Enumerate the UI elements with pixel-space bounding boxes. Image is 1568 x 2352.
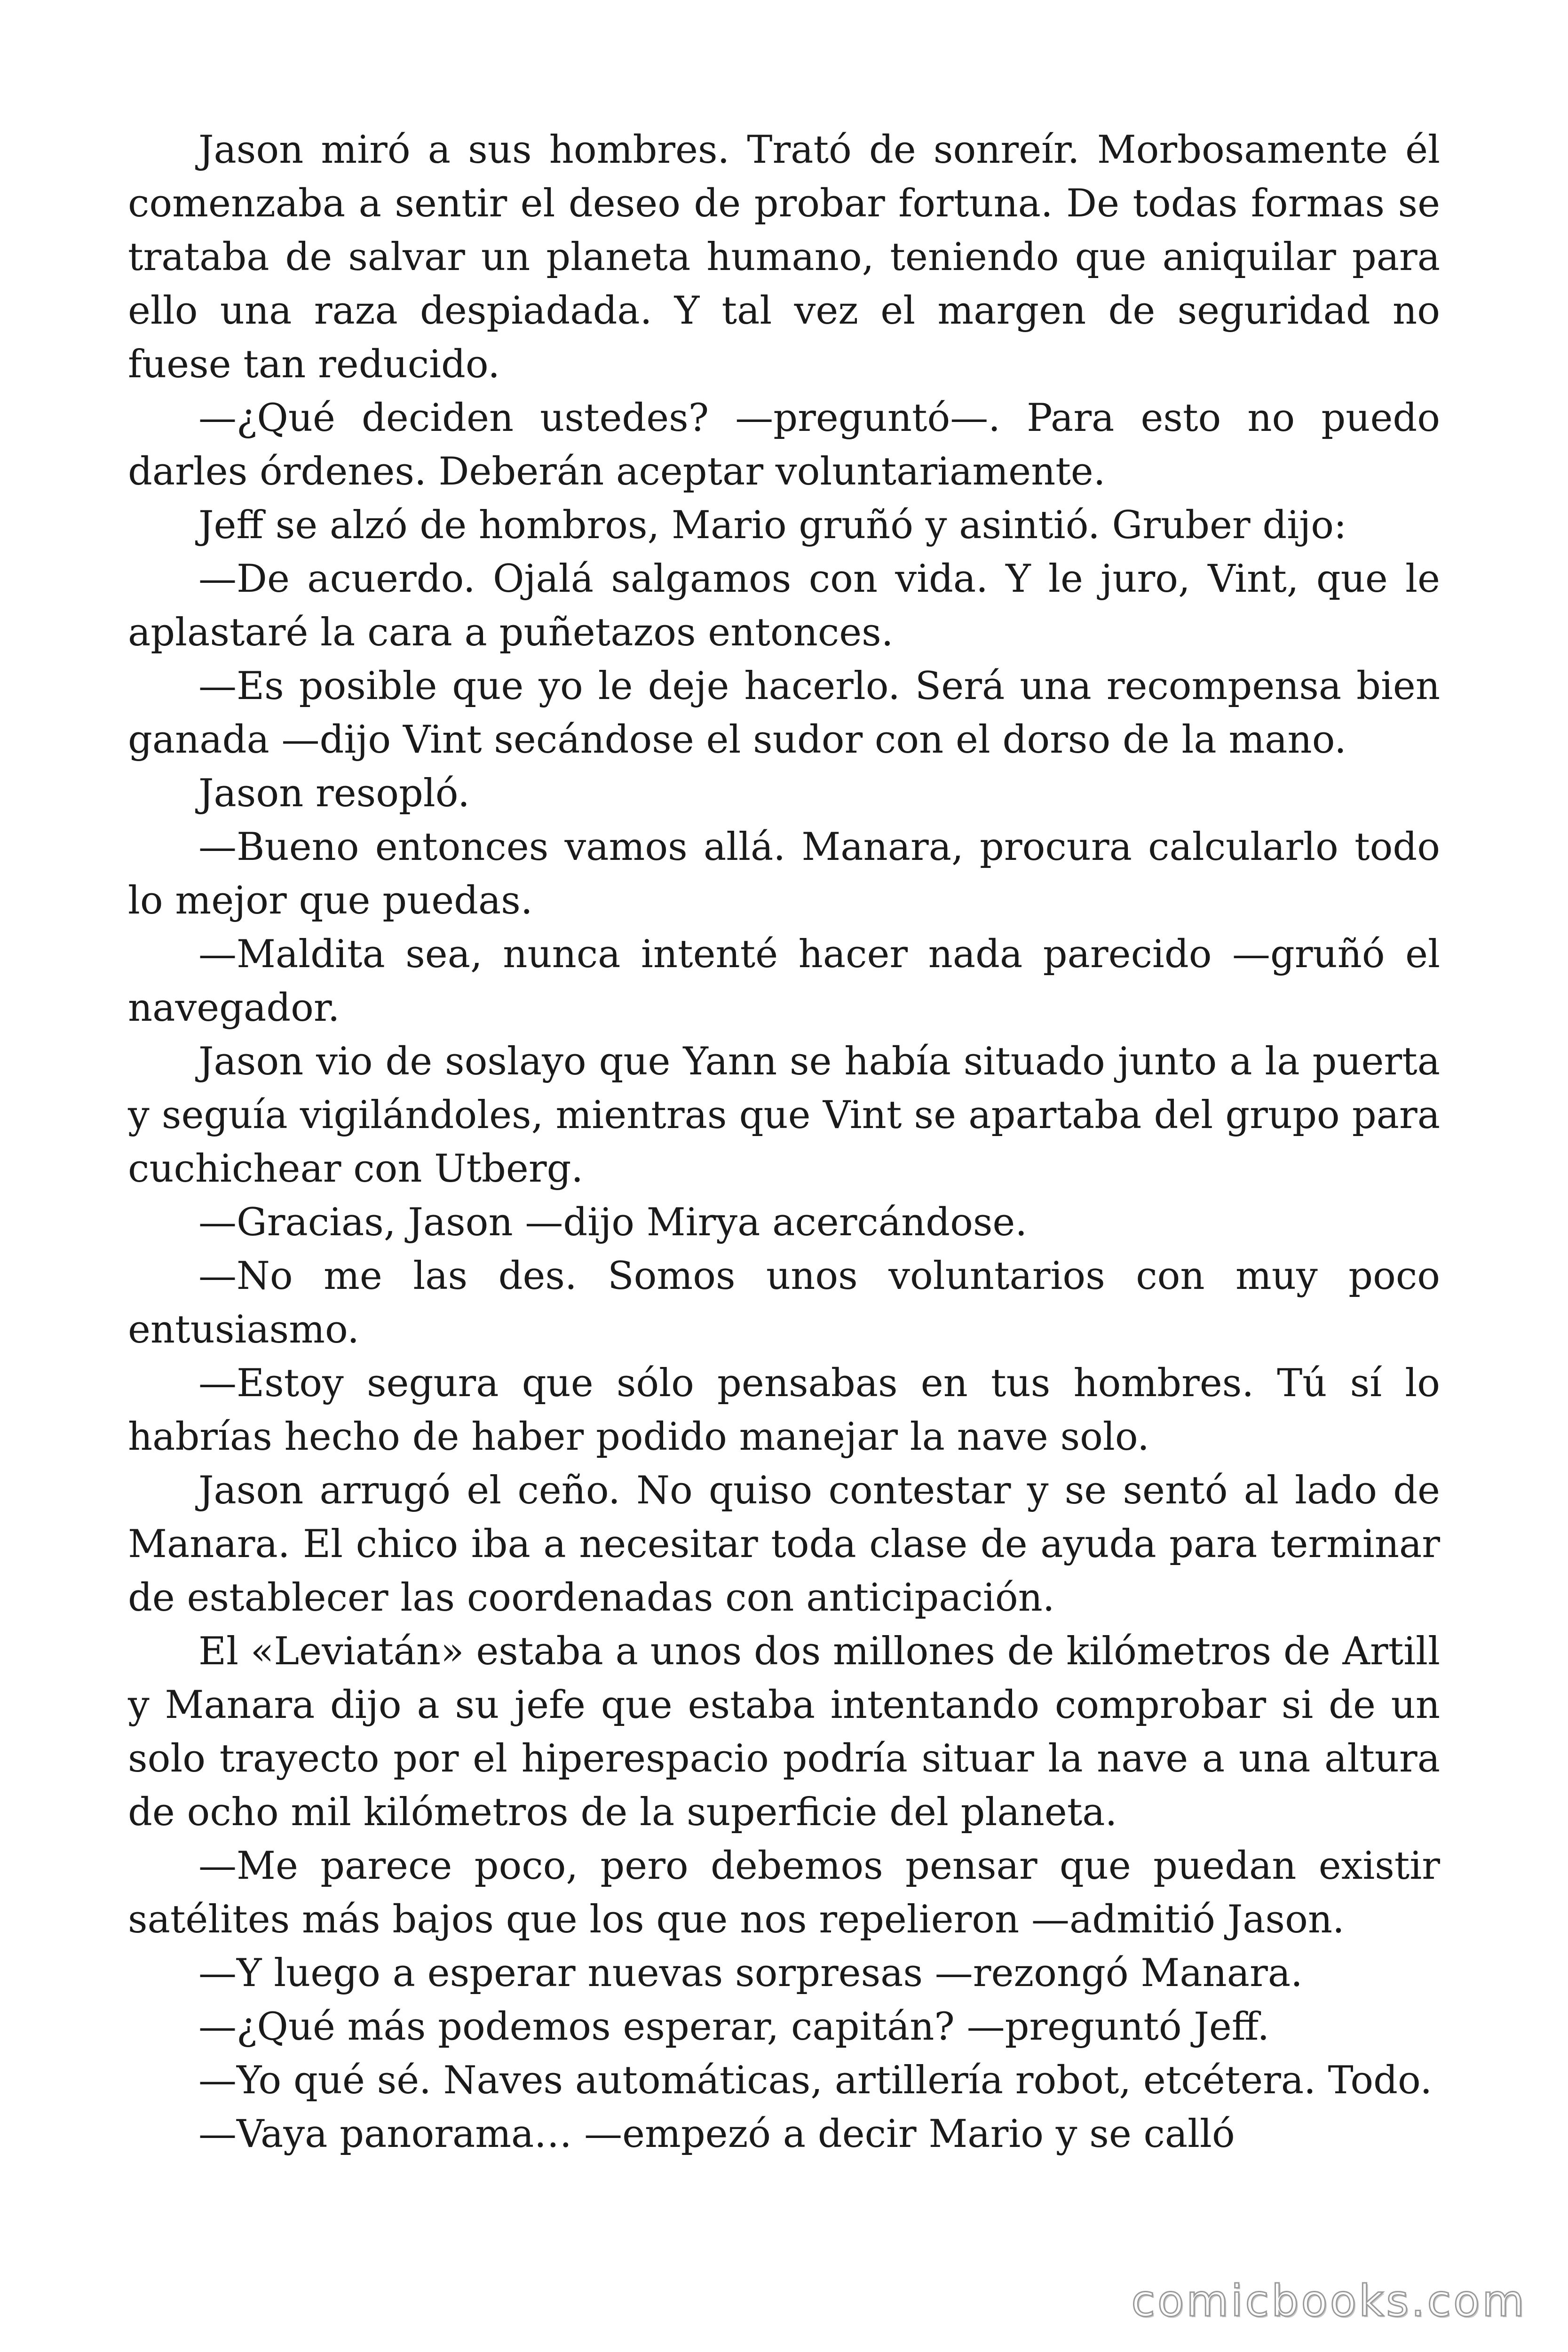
paragraph: —De acuerdo. Ojalá salgamos con vida. Y le juro, Vint, que le aplastaré la cara a puñetazos entonces. <box>128 557 1440 655</box>
paragraph: Jason arrugó el ceño. No quiso contestar y se sentó al lado de Manara. El chico iba a necesitar toda clase de ayuda para terminar de establecer las coordenadas con anticipación. <box>128 1469 1440 1620</box>
paragraph: El «Leviatán» estaba a unos dos millones de kilómetros de Artill y Manara dijo a su jefe que estaba intentando comprobar si de un solo trayecto por el hiperespacio podría situar la nave a una altura de ocho mil kilómetros de la superficie del planeta. <box>128 1629 1440 1835</box>
paragraph: —Bueno entonces vamos allá. Manara, procura calcularlo todo lo mejor que puedas. <box>128 825 1440 923</box>
paragraph: —No me las des. Somos unos voluntarios con muy poco entusiasmo. <box>128 1254 1440 1352</box>
watermark-logo: comicbooks.com <box>1131 2276 1527 2326</box>
paragraph: Jason resopló. <box>198 771 470 816</box>
paragraph: —¿Qué deciden ustedes? —preguntó—. Para esto no puedo darles órdenes. Deberán aceptar voluntariamente. <box>128 396 1440 494</box>
paragraph: —Me parece poco, pero debemos pensar que puedan existir satélites más bajos que los que nos repelieron —admitió Jason. <box>128 1844 1440 1942</box>
paragraph: —Estoy segura que sólo pensabas en tus hombres. Tú sí lo habrías hecho de haber podido manejar la nave solo. <box>128 1361 1440 1459</box>
paragraph: —Es posible que yo le deje hacerlo. Será una recompensa bien ganada —dijo Vint secándose el sudor con el dorso de la mano. <box>128 664 1440 762</box>
paragraph: Jason miró a sus hombres. Trató de sonreír. Morbosamente él comenzaba a sentir el deseo de probar fortuna. De todas formas se trataba de salvar un planeta humano, teniendo que aniquilar para ello una raza despiadada. Y tal vez el margen de seguridad no fuese tan reducido. <box>128 128 1440 387</box>
page-body <box>128 123 1440 2161</box>
paragraph: —Y luego a esperar nuevas sorpresas —rezongó Manara. <box>198 1951 1303 1995</box>
paragraph: Jason vio de soslayo que Yann se había situado junto a la puerta y seguía vigilándoles, mientras que Vint se apartaba del grupo para cuchichear con Utberg. <box>128 1040 1440 1191</box>
paragraph: —Gracias, Jason —dijo Mirya acercándose. <box>198 1200 1028 1245</box>
paragraph: Jeff se alzó de hombros, Mario gruñó y asintió. Gruber dijo: <box>198 503 1347 548</box>
paragraph: —¿Qué más podemos esperar, capitán? —preguntó Jeff. <box>198 2005 1270 2049</box>
paragraph: —Yo qué sé. Naves automáticas, artillería robot, etcétera. Todo. <box>198 2058 1433 2103</box>
paragraph: —Vaya panorama… —empezó a decir Mario y se calló <box>198 2112 1235 2156</box>
paragraph: —Maldita sea, nunca intenté hacer nada parecido —gruñó el navegador. <box>128 932 1440 1030</box>
